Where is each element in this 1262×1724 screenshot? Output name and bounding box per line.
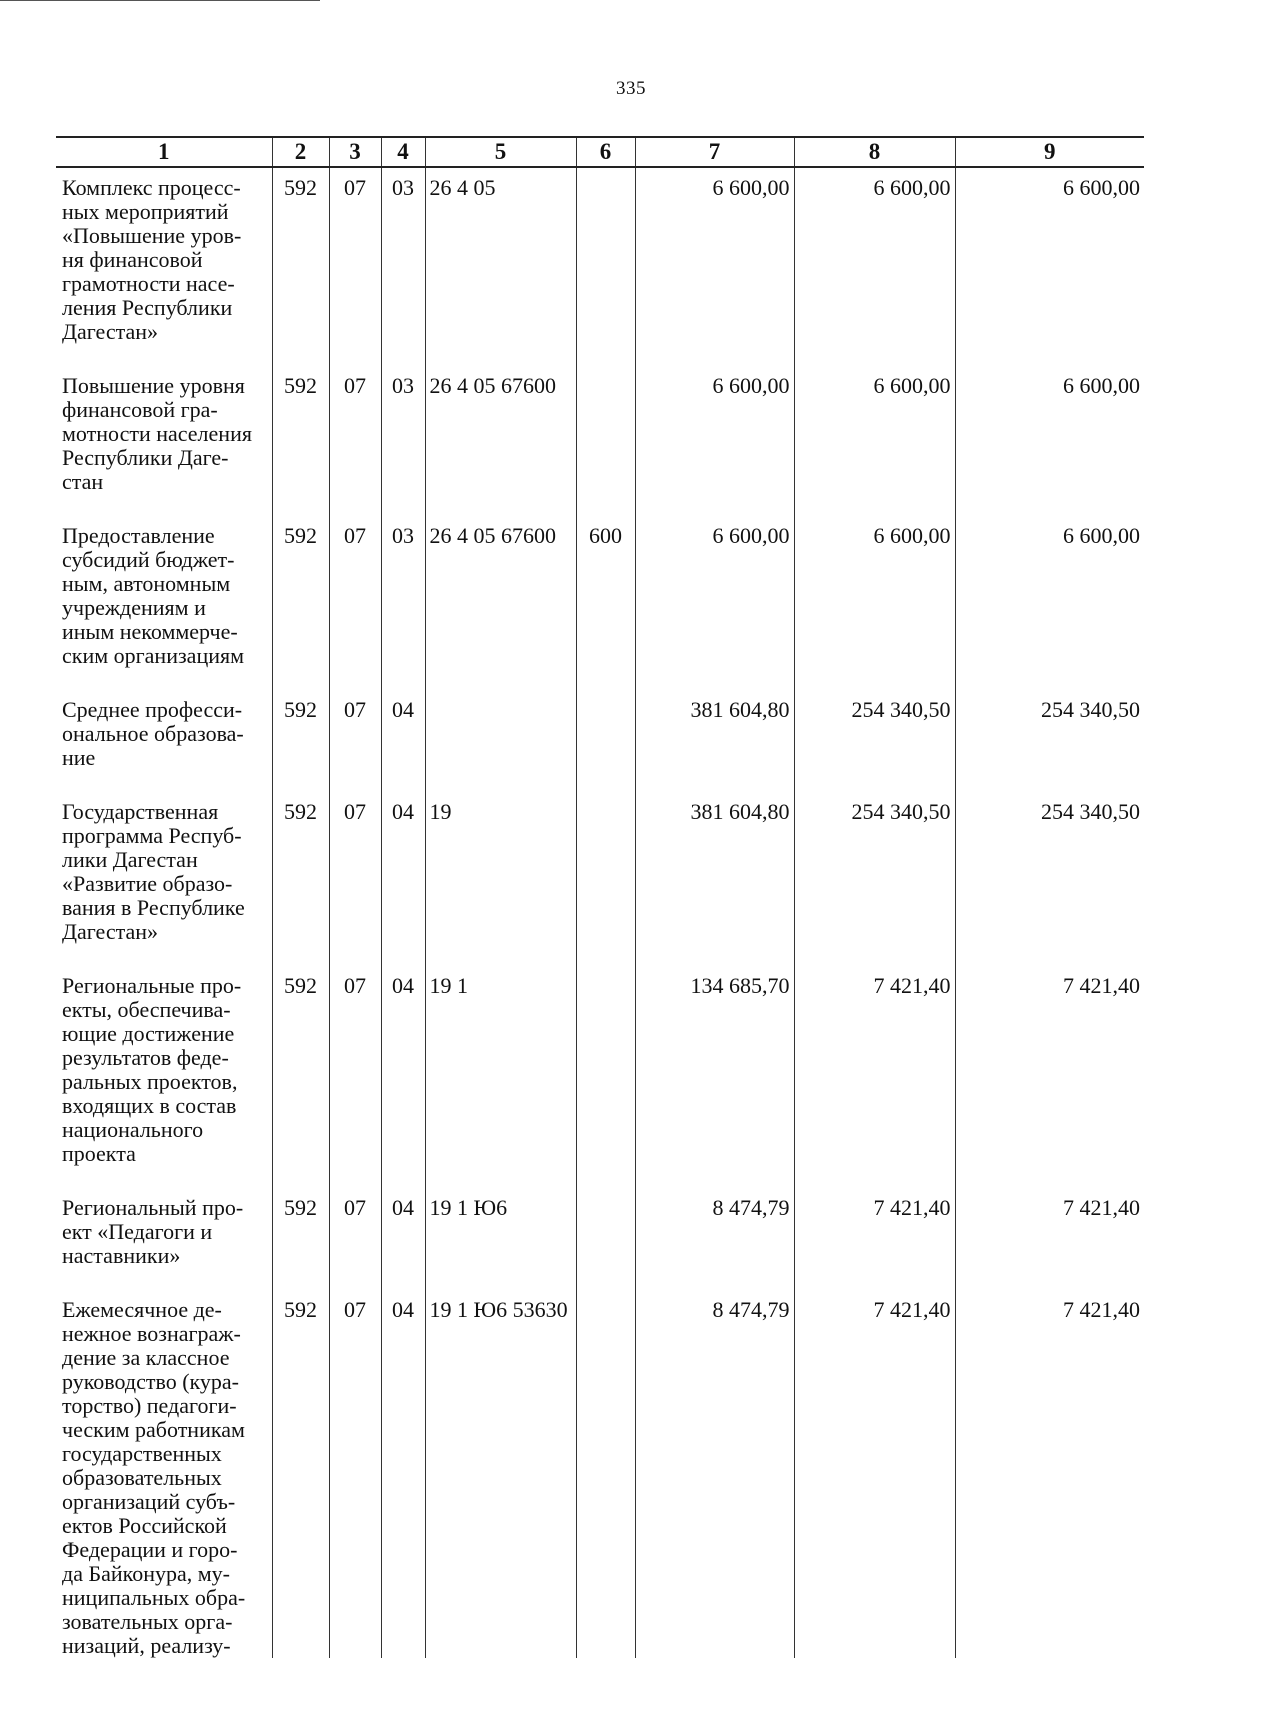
cell-amount-col8: 7 421,40 xyxy=(794,1290,955,1658)
item-name-line: проекта xyxy=(62,1141,136,1166)
cell-ministry-code: 592 xyxy=(272,690,329,792)
item-name-line: ня финансовой xyxy=(62,247,203,272)
table-row xyxy=(56,167,1144,366)
cell-subsection: 03 xyxy=(381,516,425,690)
item-name-line: ным, автономным xyxy=(62,571,231,596)
item-name-line: финансовой гра- xyxy=(62,397,218,422)
item-name-line: Региональные про- xyxy=(62,973,242,998)
cell-amount-col7: 134 685,70 xyxy=(635,966,794,1188)
item-name-line: Дагестан» xyxy=(62,319,159,344)
cell-subsection: 04 xyxy=(381,1290,425,1658)
item-name-line: Комплекс процесс- xyxy=(62,175,241,200)
item-name-line: результатов феде- xyxy=(62,1045,229,1070)
cell-item-name xyxy=(56,792,272,966)
item-name-line: лики Дагестан xyxy=(62,847,198,872)
cell-amount-col9: 7 421,40 xyxy=(955,966,1144,1188)
cell-subsection: 04 xyxy=(381,690,425,792)
item-name-line: нежное вознаграж- xyxy=(62,1321,241,1346)
column-header-7: 7 xyxy=(635,137,794,167)
item-name-line: Федерации и горо- xyxy=(62,1537,238,1562)
cell-section: 07 xyxy=(329,1290,381,1658)
item-name-line: Повышение уровня xyxy=(62,373,245,398)
item-name-line: да Байконура, му- xyxy=(62,1561,230,1586)
cell-amount-col8: 6 600,00 xyxy=(794,516,955,690)
cell-amount-col8: 6 600,00 xyxy=(794,167,955,366)
item-name-line: ектов Российской xyxy=(62,1513,227,1538)
cell-subsection: 04 xyxy=(381,1188,425,1290)
cell-expense-type xyxy=(576,1290,635,1658)
cell-amount-col9: 7 421,40 xyxy=(955,1290,1144,1658)
item-name-line: Государственная xyxy=(62,799,219,824)
budget-table xyxy=(56,136,1144,1658)
item-name-line: Региональный про- xyxy=(62,1195,244,1220)
item-name-line: ниципальных обра- xyxy=(62,1585,246,1610)
table-body xyxy=(56,167,1144,1658)
cell-section: 07 xyxy=(329,366,381,516)
column-header-2: 2 xyxy=(272,137,329,167)
item-name-line: ных мероприятий xyxy=(62,199,229,224)
item-name-line: мотности населения xyxy=(62,421,252,446)
table-row xyxy=(56,1290,1144,1658)
cell-section: 07 xyxy=(329,516,381,690)
cell-amount-col9: 7 421,40 xyxy=(955,1188,1144,1290)
cell-target-article: 19 xyxy=(425,792,576,966)
cell-amount-col8: 254 340,50 xyxy=(794,792,955,966)
cell-expense-type xyxy=(576,966,635,1188)
item-name-line: грамотности насе- xyxy=(62,271,235,296)
item-name-line: образовательных xyxy=(62,1465,222,1490)
cell-amount-col7: 6 600,00 xyxy=(635,366,794,516)
item-name-line: «Развитие образо- xyxy=(62,871,233,896)
cell-expense-type xyxy=(576,167,635,366)
cell-amount-col7: 8 474,79 xyxy=(635,1290,794,1658)
column-header-8: 8 xyxy=(794,137,955,167)
cell-item-name xyxy=(56,966,272,1188)
item-name-line: вания в Республике xyxy=(62,895,245,920)
cell-expense-type xyxy=(576,792,635,966)
item-name-line: стан xyxy=(62,469,104,494)
cell-amount-col7: 6 600,00 xyxy=(635,516,794,690)
item-name-line: екты, обеспечива- xyxy=(62,997,231,1022)
cell-section: 07 xyxy=(329,792,381,966)
item-name-line: Среднее професси- xyxy=(62,697,243,722)
item-name-line: ческим работникам xyxy=(62,1417,245,1442)
cell-target-article: 19 1 xyxy=(425,966,576,1188)
cell-target-article: 26 4 05 67600 xyxy=(425,366,576,516)
item-name-line: Предоставление xyxy=(62,523,215,548)
item-name-line: национального xyxy=(62,1117,204,1142)
top-rule xyxy=(0,0,320,1)
item-name-line: ским организациям xyxy=(62,643,245,668)
item-name-line: субсидий бюджет- xyxy=(62,547,235,572)
item-name-line: программа Респуб- xyxy=(62,823,242,848)
item-name-line: учреждениям и xyxy=(62,595,206,620)
item-name-line: ект «Педагоги и xyxy=(62,1219,213,1244)
cell-amount-col9: 6 600,00 xyxy=(955,516,1144,690)
item-name-line: наставники» xyxy=(62,1243,181,1268)
cell-amount-col7: 381 604,80 xyxy=(635,690,794,792)
cell-section: 07 xyxy=(329,1188,381,1290)
cell-item-name xyxy=(56,516,272,690)
table-row xyxy=(56,366,1144,516)
cell-item-name xyxy=(56,690,272,792)
item-name-line: входящих в состав xyxy=(62,1093,237,1118)
column-header-3: 3 xyxy=(329,137,381,167)
cell-amount-col7: 6 600,00 xyxy=(635,167,794,366)
cell-expense-type xyxy=(576,690,635,792)
item-name-line: ления Республики xyxy=(62,295,233,320)
item-name-line: ющие достижение xyxy=(62,1021,235,1046)
cell-subsection: 04 xyxy=(381,966,425,1188)
item-name-line: ние xyxy=(62,745,96,770)
cell-subsection: 03 xyxy=(381,167,425,366)
item-name-line: организаций субъ- xyxy=(62,1489,236,1514)
column-header-4: 4 xyxy=(381,137,425,167)
cell-ministry-code: 592 xyxy=(272,1188,329,1290)
table-row xyxy=(56,516,1144,690)
cell-expense-type xyxy=(576,1188,635,1290)
item-name-line: Ежемесячное де- xyxy=(62,1297,222,1322)
cell-amount-col9: 254 340,50 xyxy=(955,690,1144,792)
cell-item-name xyxy=(56,167,272,366)
item-name-line: Дагестан» xyxy=(62,919,159,944)
item-name-line: дение за классное xyxy=(62,1345,230,1370)
cell-ministry-code: 592 xyxy=(272,966,329,1188)
cell-amount-col9: 6 600,00 xyxy=(955,366,1144,516)
table-row xyxy=(56,690,1144,792)
cell-target-article xyxy=(425,690,576,792)
cell-ministry-code: 592 xyxy=(272,792,329,966)
cell-target-article: 19 1 Ю6 xyxy=(425,1188,576,1290)
cell-ministry-code: 592 xyxy=(272,167,329,366)
item-name-line: торство) педагоги- xyxy=(62,1393,237,1418)
cell-amount-col8: 6 600,00 xyxy=(794,366,955,516)
cell-subsection: 04 xyxy=(381,792,425,966)
item-name-line: низаций, реализу- xyxy=(62,1633,231,1658)
cell-ministry-code: 592 xyxy=(272,1290,329,1658)
cell-ministry-code: 592 xyxy=(272,516,329,690)
header-row xyxy=(56,137,1144,167)
cell-amount-col7: 381 604,80 xyxy=(635,792,794,966)
cell-subsection: 03 xyxy=(381,366,425,516)
cell-item-name xyxy=(56,1188,272,1290)
cell-section: 07 xyxy=(329,167,381,366)
cell-amount-col8: 254 340,50 xyxy=(794,690,955,792)
column-header-9: 9 xyxy=(955,137,1144,167)
page-number: 335 xyxy=(616,78,646,99)
item-name-line: Республики Даге- xyxy=(62,445,229,470)
column-header-5: 5 xyxy=(425,137,576,167)
cell-amount-col8: 7 421,40 xyxy=(794,1188,955,1290)
cell-target-article: 26 4 05 67600 xyxy=(425,516,576,690)
table-row xyxy=(56,966,1144,1188)
cell-target-article: 19 1 Ю6 53630 xyxy=(425,1290,576,1658)
item-name-line: «Повышение уров- xyxy=(62,223,242,248)
column-header-6: 6 xyxy=(576,137,635,167)
cell-target-article: 26 4 05 xyxy=(425,167,576,366)
cell-expense-type: 600 xyxy=(576,516,635,690)
cell-section: 07 xyxy=(329,966,381,1188)
column-header-1: 1 xyxy=(56,137,272,167)
cell-item-name xyxy=(56,366,272,516)
item-name-line: иным некоммерче- xyxy=(62,619,238,644)
table-row xyxy=(56,792,1144,966)
cell-amount-col9: 254 340,50 xyxy=(955,792,1144,966)
item-name-line: государственных xyxy=(62,1441,222,1466)
item-name-line: ральных проектов, xyxy=(62,1069,238,1094)
budget-table-frame xyxy=(56,136,1144,1658)
cell-item-name xyxy=(56,1290,272,1658)
cell-amount-col7: 8 474,79 xyxy=(635,1188,794,1290)
cell-section: 07 xyxy=(329,690,381,792)
item-name-line: ональное образова- xyxy=(62,721,244,746)
item-name-line: руководство (кура- xyxy=(62,1369,239,1394)
cell-expense-type xyxy=(576,366,635,516)
table-row xyxy=(56,1188,1144,1290)
cell-ministry-code: 592 xyxy=(272,366,329,516)
item-name-line: зовательных орга- xyxy=(62,1609,233,1634)
cell-amount-col8: 7 421,40 xyxy=(794,966,955,1188)
cell-amount-col9: 6 600,00 xyxy=(955,167,1144,366)
